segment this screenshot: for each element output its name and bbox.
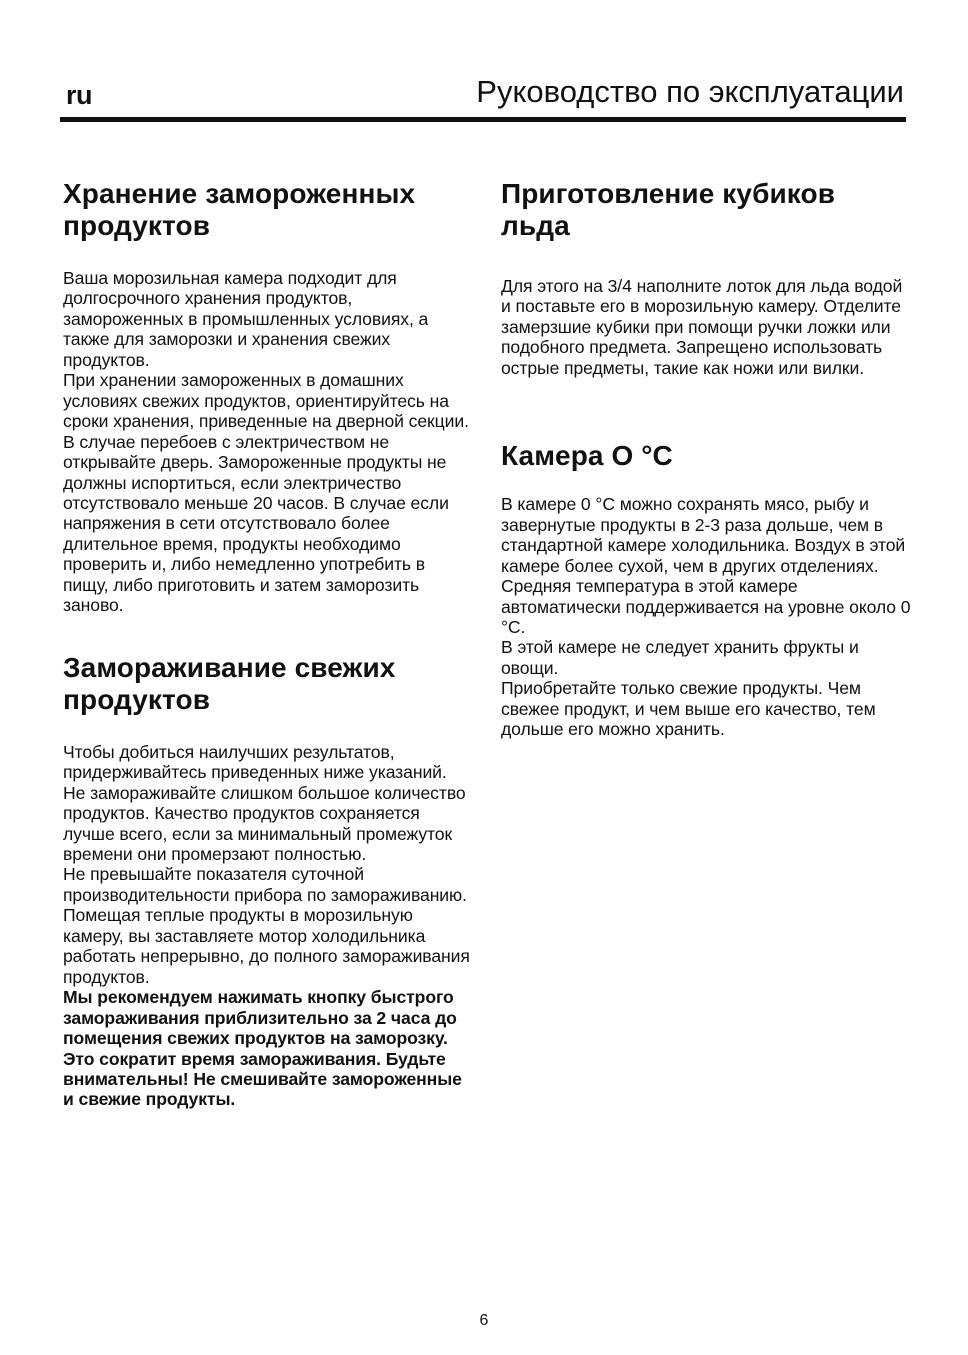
- section-heading: Камера O °C: [501, 440, 673, 472]
- recommendation-paragraph: Мы рекомендуем нажимать кнопку быстрого замораживания приблизительно за 2 часа до помещения свежих продуктов на заморозку. Это сократит время замораживания. Будьте внимательны! Не смешивайте замороженные и свежие продукты.: [63, 987, 462, 1110]
- paragraph: Помещая теплые продукты в морозильную камеру, вы заставляете мотор холодильника работать непрерывно, до полного замораживания продуктов.: [63, 905, 470, 987]
- paragraph: При хранении замороженных в домашних условиях свежих продуктов, ориентируйтесь на сроки хранения, приведенные на дверной секции.: [63, 370, 469, 432]
- section-frozen-storage: [63, 178, 473, 616]
- paragraph: Чтобы добиться наилучших результатов, придерживайтесь приведенных ниже указаний.: [63, 741, 447, 783]
- language-code: ru: [66, 80, 92, 110]
- section-zero-chamber: [501, 440, 911, 739]
- section-heading: Хранение замороженных продуктов: [63, 178, 416, 241]
- section-heading: Приготовление кубиков льда: [501, 178, 836, 241]
- section-heading: Замораживание свежих продуктов: [63, 651, 396, 715]
- paragraph: Не превышайте показателя суточной производительности прибора по замораживанию.: [63, 864, 467, 905]
- paragraph: Приобретайте только свежие продукты. Чем свежее продукт, и чем выше его качество, тем дольше его можно хранить.: [501, 678, 876, 740]
- header-divider: [60, 117, 906, 122]
- paragraph: В случае перебоев с электричеством не открывайте дверь. Замороженные продукты не должны испортиться, если электричество отсутствовало меньше 20 часов. В случае если напряжения в сети отсутствовало более длительное время, продукты необходимо проверить и, либо немедленно употребить в пищу, либо приготовить и затем заморозить заново.: [63, 431, 449, 616]
- section-ice-cubes: [501, 178, 911, 378]
- paragraph: Ваша морозильная камера подходит для долгосрочного хранения продуктов, замороженных в промышленных условиях, а также для заморозки и хранения свежих продуктов.: [63, 268, 429, 370]
- left-column: [63, 178, 473, 1110]
- paragraph: Не замораживайте слишком большое количество продуктов. Качество продуктов сохраняется лучше всего, если за минимальный промежуток времени они промерзают полностью.: [63, 782, 466, 864]
- right-column: [501, 178, 911, 740]
- page-header: [60, 72, 906, 122]
- document-title: Руководство по эксплуатации: [476, 74, 904, 109]
- section-freezing-fresh: [63, 652, 473, 1110]
- paragraph: В камере 0 °С можно сохранять мясо, рыбу и завернутые продукты в 2-3 раза дольше, чем в стандартной камере холодильника. Воздух в этой камере более сухой, чем в других отделениях.: [501, 494, 906, 576]
- page-number: 6: [479, 1312, 489, 1329]
- paragraph: Для этого на 3/4 наполните лоток для льда водой и поставьте его в морозильную камеру. Отделите замерзшие кубики при помощи ручки ложки или подобного предмета. Запрещено использовать острые предметы, такие как ножи или вилки.: [501, 276, 903, 378]
- paragraph: В этой камере не следует хранить фрукты и овощи.: [501, 637, 859, 678]
- paragraph: Средняя температура в этой камере автоматически поддерживается на уровне около 0 °С.: [501, 576, 911, 637]
